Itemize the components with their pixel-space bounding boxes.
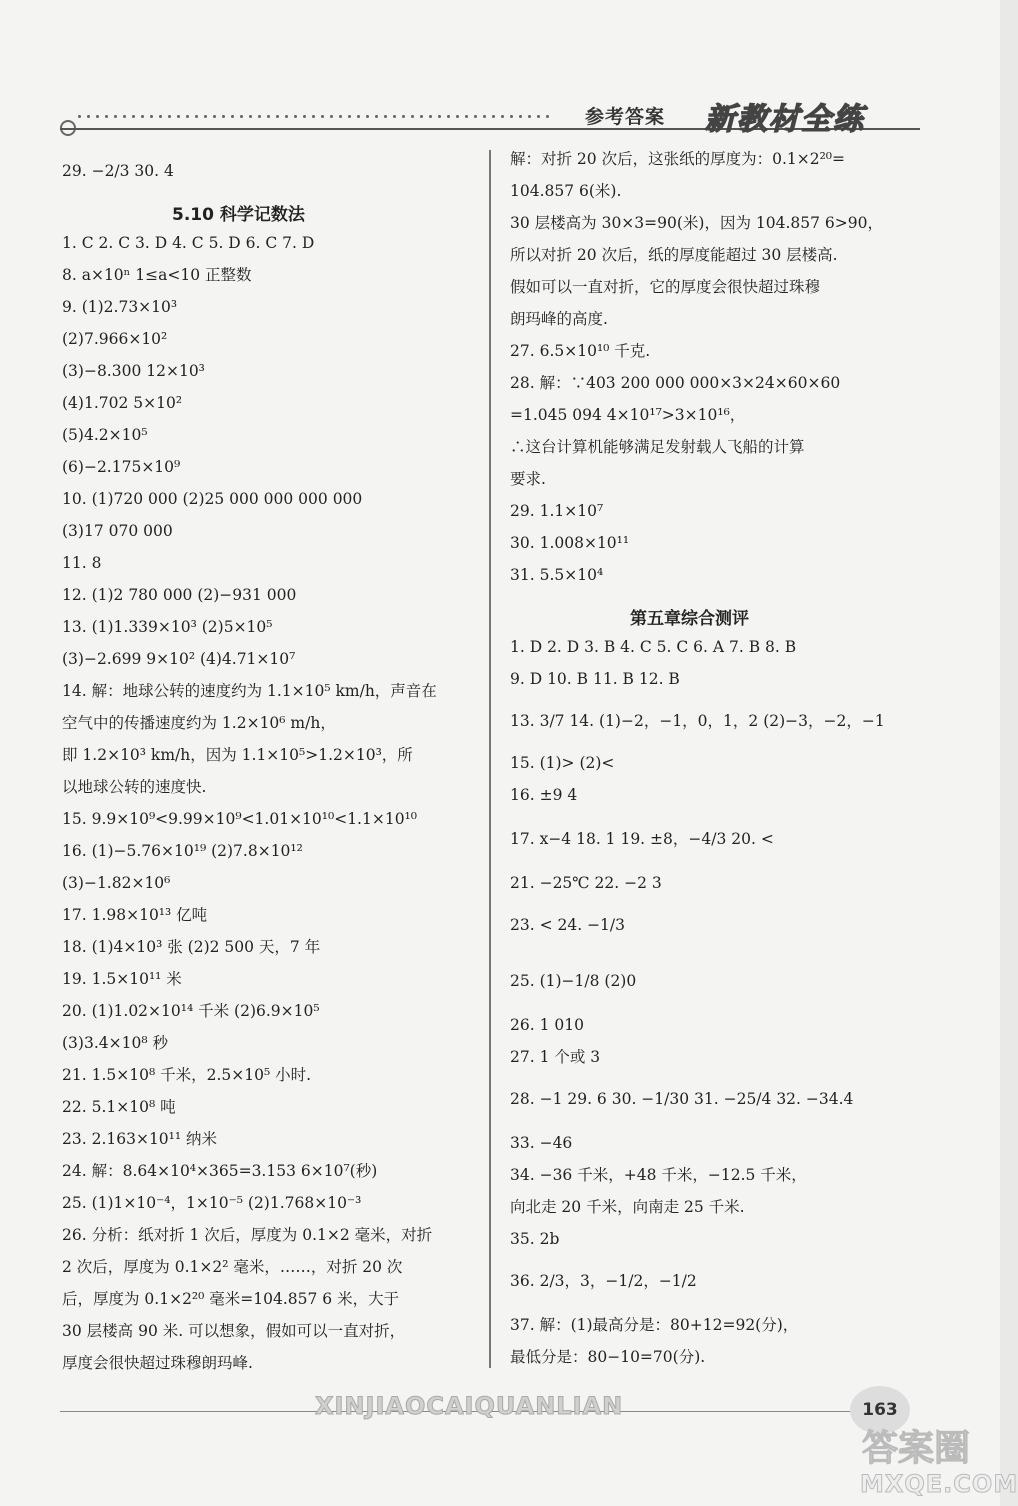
answer-line: 21. 1.5×10⁸ 千米，2.5×10⁵ 小时. — [62, 1066, 312, 1084]
answer-line: 2 次后，厚度为 0.1×2² 毫米，……，对折 20 次 — [62, 1258, 403, 1276]
answer-line: 17. x−4 18. 1 19. ±8，−4/3 20. < — [510, 830, 774, 848]
answer-line: (3)3.4×10⁸ 秒 — [62, 1034, 168, 1052]
answer-line: 9. D 10. B 11. B 12. B — [510, 670, 680, 688]
answer-line: 34. −36 千米，+48 千米，−12.5 千米， — [510, 1166, 807, 1184]
answer-line: ∴这台计算机能够满足发射载人飞船的计算 — [510, 438, 805, 456]
answer-line: 28. 解：∵403 200 000 000×3×24×60×60 — [510, 374, 841, 392]
answer-line: 23. < 24. −1/3 — [510, 916, 626, 934]
brand-title: 新教材全练 — [705, 102, 865, 137]
answer-line: 31. 5.5×10⁴ — [510, 566, 604, 584]
answer-line: 30 层楼高为 30×3=90(米)，因为 104.857 6>90， — [510, 214, 883, 232]
watermark-logo: 答案圈 — [862, 1428, 971, 1469]
answer-line: 1. C 2. C 3. D 4. C 5. D 6. C 7. D — [62, 234, 315, 252]
answer-line: 假如可以一直对折，它的厚度会很快超过珠穆 — [510, 278, 821, 296]
footer-text: XINJIAOCAIQUANLIAN — [315, 1392, 624, 1420]
answer-line: 即 1.2×10³ km/h，因为 1.1×10⁵>1.2×10³，所 — [62, 746, 413, 764]
answer-line: 向北走 20 千米，向南走 25 千米. — [510, 1198, 745, 1216]
answer-line: (6)−2.175×10⁹ — [62, 458, 181, 476]
answer-line: 10. (1)720 000 (2)25 000 000 000 000 — [62, 490, 363, 508]
answer-line: 24. 解：8.64×10⁴×365=3.153 6×10⁷(秒) — [62, 1162, 378, 1180]
answer-line: (3)−2.699 9×10² (4)4.71×10⁷ — [62, 650, 296, 668]
answer-line: 25. (1)−1/8 (2)0 — [510, 972, 637, 990]
answer-line: 20. (1)1.02×10¹⁴ 千米 (2)6.9×10⁵ — [62, 1002, 320, 1020]
answer-line: 27. 1 个或 3 — [510, 1048, 601, 1066]
answer-line: 15. (1)> (2)< — [510, 754, 615, 772]
answer-line: 26. 1 010 — [510, 1016, 584, 1034]
answer-line: 25. (1)1×10⁻⁴，1×10⁻⁵ (2)1.768×10⁻³ — [62, 1194, 362, 1212]
answer-line: 所以对折 20 次后，纸的厚度能超过 30 层楼高. — [510, 246, 838, 264]
answer-line: (3)17 070 000 — [62, 522, 173, 540]
page-number: 163 — [850, 1386, 910, 1434]
section-title: 第五章综合测评 — [630, 609, 749, 629]
answer-line: 17. 1.98×10¹³ 亿吨 — [62, 906, 208, 924]
answer-line: 27. 6.5×10¹⁰ 千克. — [510, 342, 651, 360]
watermark-url: MXQE.COM — [860, 1470, 1018, 1498]
answer-line: 26. 分析：纸对折 1 次后，厚度为 0.1×2 毫米，对折 — [62, 1226, 433, 1244]
answer-line: 13. (1)1.339×10³ (2)5×10⁵ — [62, 618, 273, 636]
answer-line: 9. (1)2.73×10³ — [62, 298, 178, 316]
answer-line: =1.045 094 4×10¹⁷>3×10¹⁶， — [510, 406, 746, 424]
answer-line: (5)4.2×10⁵ — [62, 426, 148, 444]
answer-line: 18. (1)4×10³ 张 (2)2 500 天，7 年 — [62, 938, 321, 956]
answer-line: (3)−1.82×10⁶ — [62, 874, 171, 892]
answer-line: 37. 解：(1)最高分是：80+12=92(分)， — [510, 1316, 799, 1334]
column-divider — [489, 150, 491, 1368]
answer-line: 1. D 2. D 3. B 4. C 5. C 6. A 7. B 8. B — [510, 638, 797, 656]
answer-line: 最低分是：80−10=70(分). — [510, 1348, 706, 1366]
answer-line: 29. 1.1×10⁷ — [510, 502, 604, 520]
answer-line: 30. 1.008×10¹¹ — [510, 534, 630, 552]
answer-line: 33. −46 — [510, 1134, 573, 1152]
answer-line: 30 层楼高 90 米. 可以想象，假如可以一直对折， — [62, 1322, 406, 1340]
section-title: 5.10 科学记数法 — [172, 205, 305, 225]
answer-line: 16. ±9 4 — [510, 786, 578, 804]
answer-line: 15. 9.9×10⁹<9.99×10⁹<1.01×10¹⁰<1.1×10¹⁰ — [62, 810, 417, 828]
answer-line: 解：对折 20 次后，这张纸的厚度为：0.1×2²⁰= — [510, 150, 845, 168]
answer-line: 19. 1.5×10¹¹ 米 — [62, 970, 182, 988]
answer-line: 22. 5.1×10⁸ 吨 — [62, 1098, 176, 1116]
answer-line: 后，厚度为 0.1×2²⁰ 毫米=104.857 6 米，大于 — [62, 1290, 400, 1308]
answer-line: 28. −1 29. 6 30. −1/30 31. −25/4 32. −34.4 — [510, 1090, 854, 1108]
answer-line: 以地球公转的速度快. — [62, 778, 207, 796]
answer-line: (3)−8.300 12×10³ — [62, 362, 205, 380]
answer-line: 36. 2/3，3，−1/2，−1/2 — [510, 1272, 697, 1290]
answer-line: 要求. — [510, 470, 546, 488]
answer-line: 厚度会很快超过珠穆朗玛峰. — [62, 1354, 253, 1372]
answer-line: 29. −2/3 30. 4 — [62, 162, 174, 180]
answer-line: (2)7.966×10² — [62, 330, 168, 348]
header-dot-pattern — [75, 112, 555, 124]
answer-line: 16. (1)−5.76×10¹⁹ (2)7.8×10¹² — [62, 842, 303, 860]
answer-line: 14. 解：地球公转的速度约为 1.1×10⁵ km/h，声音在 — [62, 682, 437, 700]
answer-line: 11. 8 — [62, 554, 102, 572]
answer-line: 13. 3/7 14. (1)−2，−1，0，1，2 (2)−3，−2，−1 — [510, 712, 885, 730]
answer-line: (4)1.702 5×10² — [62, 394, 183, 412]
answer-line: 35. 2b — [510, 1230, 560, 1248]
answer-line: 21. −25℃ 22. −2 3 — [510, 874, 662, 892]
answer-line: 12. (1)2 780 000 (2)−931 000 — [62, 586, 297, 604]
answer-line: 104.857 6(米). — [510, 182, 622, 200]
answer-line: 朗玛峰的高度. — [510, 310, 608, 328]
answer-line: 8. a×10ⁿ 1≤a<10 正整数 — [62, 266, 252, 284]
answer-label: 参考答案 — [585, 106, 666, 128]
answer-line: 空气中的传播速度约为 1.2×10⁶ m/h， — [62, 714, 336, 732]
answer-line: 23. 2.163×10¹¹ 纳米 — [62, 1130, 218, 1148]
